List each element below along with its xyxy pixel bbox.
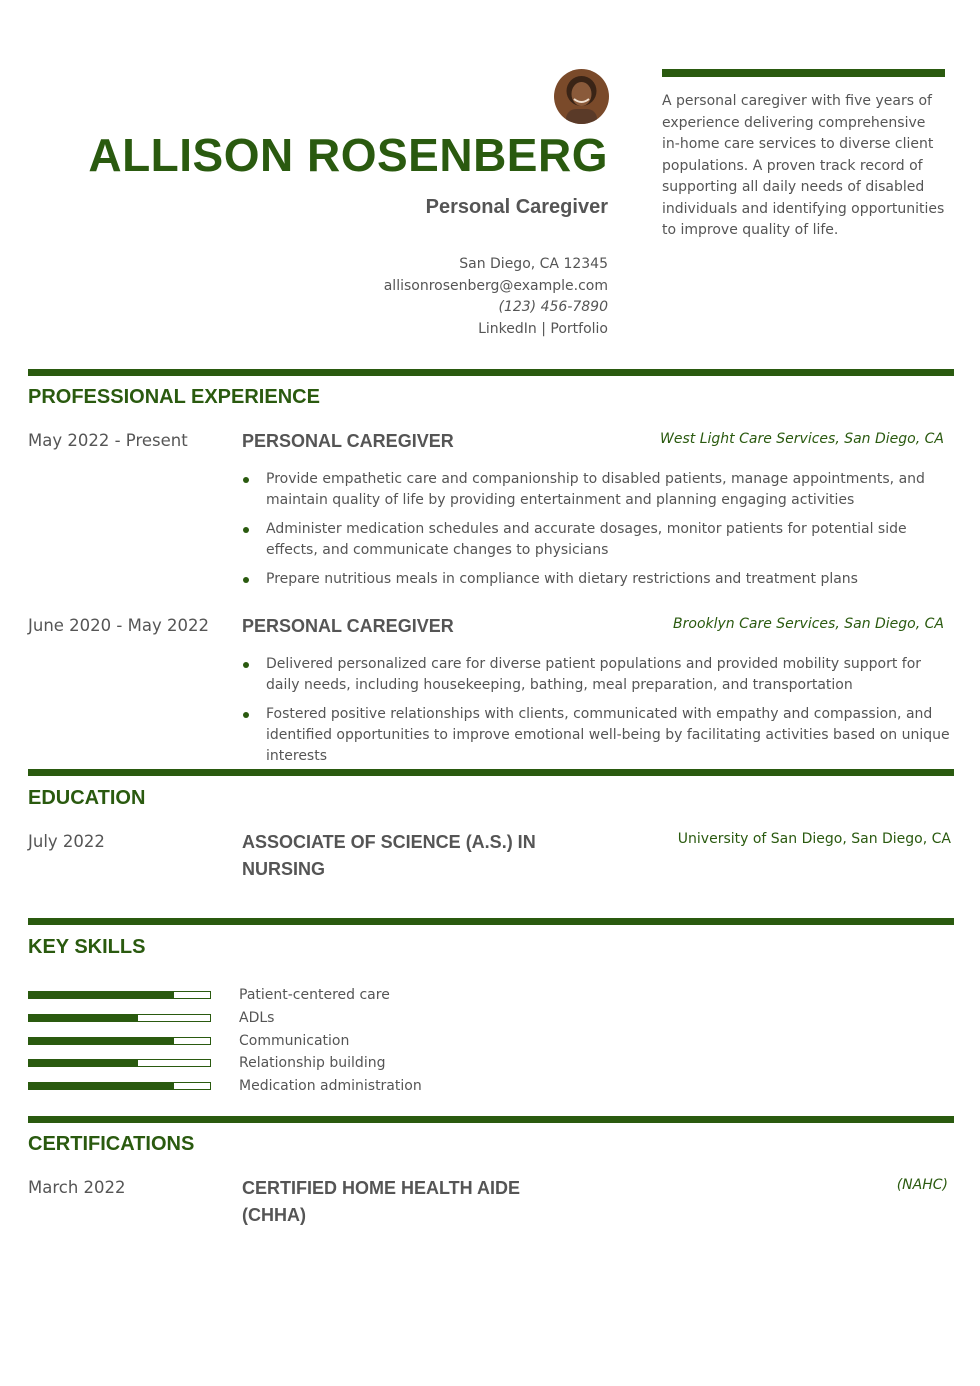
job-employer: West Light Care Services, San Diego, CA	[660, 431, 944, 447]
list-item: Administer medication schedules and accurate dosages, monitor patients for potential side effects, and communicate changes to physicians	[242, 519, 952, 561]
skill-name: Medication administration	[239, 1078, 422, 1095]
skill-level-fill	[29, 1015, 138, 1021]
education-date: July 2022	[28, 832, 105, 851]
job-bullets	[242, 469, 952, 598]
certification-name: CERTIFIED HOME HEALTH AIDE (CHHA)	[242, 1178, 520, 1225]
skill-row	[28, 1075, 422, 1098]
skill-row	[28, 1029, 422, 1052]
experience-divider	[28, 369, 954, 376]
education-degree: ASSOCIATE OF SCIENCE (A.S.) IN NURSING	[242, 832, 536, 879]
skill-level-bar	[28, 1059, 211, 1067]
job-bullets	[242, 654, 952, 775]
job-role: PERSONAL CAREGIVER	[242, 431, 454, 451]
summary-text: A personal caregiver with five years of experience delivering comprehensive in-home care services to diverse client populations. A proven track record of supporting all daily needs of disabled individuals and identifying opportunities to improve quality of life.	[662, 93, 945, 238]
skills-heading: KEY SKILLS	[28, 936, 146, 958]
job-role: PERSONAL CAREGIVER	[242, 616, 454, 636]
job-dates: June 2020 - May 2022	[28, 616, 209, 635]
profile-links[interactable]: LinkedIn | Portfolio	[478, 320, 608, 337]
skill-level-fill	[29, 1083, 174, 1089]
phone[interactable]: (123) 456-7890	[498, 299, 608, 315]
list-item: Prepare nutritious meals in compliance with dietary restrictions and treatment plans	[242, 569, 952, 590]
skill-level-fill	[29, 1060, 138, 1066]
skill-row	[28, 1052, 422, 1075]
certifications-heading: CERTIFICATIONS	[28, 1133, 195, 1155]
education-heading: EDUCATION	[28, 787, 146, 809]
skill-name: Communication	[239, 1032, 350, 1049]
skill-level-bar	[28, 1014, 211, 1022]
list-item: Fostered positive relationships with clients, communicated with empathy and compassion, and identified opportunities to improve emotional well-being by facilitating activities based on unique interests	[242, 704, 952, 767]
list-item: Provide empathetic care and companionship to disabled patients, manage appointments, and maintain quality of life by providing entertainment and planning engaging activities	[242, 469, 952, 511]
skill-level-bar	[28, 1082, 211, 1090]
job-title: Personal Caregiver	[425, 196, 608, 218]
skill-name: Patient-centered care	[239, 987, 390, 1004]
candidate-name: ALLISON ROSENBERG	[88, 129, 608, 181]
job-dates: May 2022 - Present	[28, 431, 188, 450]
skills-divider	[28, 918, 954, 925]
contact-block	[384, 254, 608, 340]
skill-name: Relationship building	[239, 1055, 386, 1072]
avatar	[554, 69, 609, 124]
email[interactable]: allisonrosenberg@example.com	[383, 277, 608, 294]
education-school: University of San Diego, San Diego, CA	[677, 831, 951, 847]
skill-level-fill	[29, 1038, 174, 1044]
skill-name: ADLs	[239, 1010, 275, 1027]
experience-heading: PROFESSIONAL EXPERIENCE	[28, 386, 320, 408]
certifications-divider	[28, 1116, 954, 1123]
certification-date: March 2022	[28, 1178, 126, 1197]
skills-list	[28, 984, 422, 1097]
skill-level-fill	[29, 992, 174, 998]
certification-issuer: (NAHC)	[896, 1177, 948, 1193]
education-divider	[28, 769, 954, 776]
skill-row	[28, 984, 422, 1007]
list-item: Delivered personalized care for diverse patient populations and provided mobility support for daily needs, including housekeeping, bathing, meal preparation, and transportation	[242, 654, 952, 696]
skill-row	[28, 1007, 422, 1030]
location: San Diego, CA 12345	[459, 256, 608, 272]
summary-divider	[662, 69, 945, 77]
skill-level-bar	[28, 1037, 211, 1045]
skill-level-bar	[28, 991, 211, 999]
job-employer: Brooklyn Care Services, San Diego, CA	[673, 616, 944, 632]
